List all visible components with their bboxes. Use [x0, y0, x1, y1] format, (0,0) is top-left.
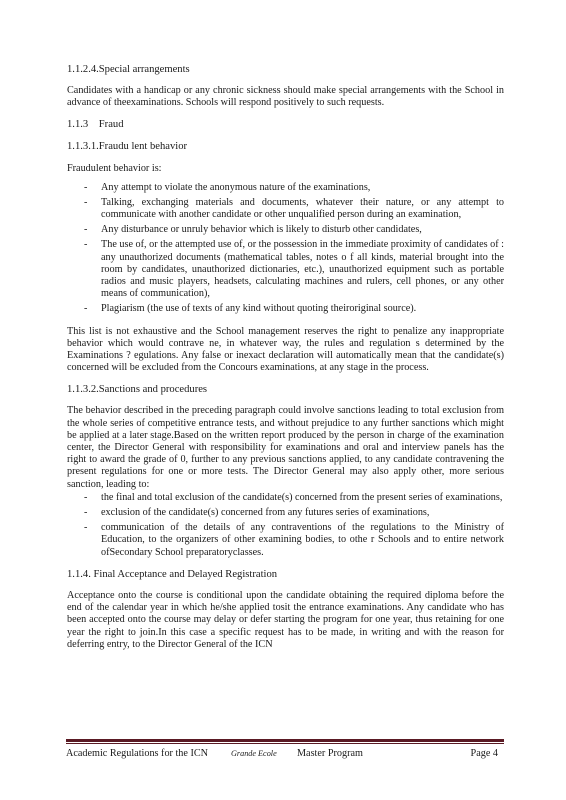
list-item: - The use of, or the attempted use of, or the possession in the immediate proximity of candidates of : any unauthorized documents (mathematical tables, notes o f all kinds, material brought into the room by candidates, unauthorized dictionaries, etc.), unauthorized equipment such as portable radios and music players, headsets, calculating machines and rulers, cell phones, or any other means of communication),	[67, 239, 504, 300]
special-arrangements-text: Candidates with a handicap or any chronic sickness should make special arrangements with the School in advance of theexaminations. Schools will respond positively to such requests.	[67, 85, 504, 109]
list-item: - Any disturbance or unruly behavior which is likely to disturb other candidates,	[67, 224, 504, 236]
page-content	[67, 64, 504, 651]
footer-row	[66, 746, 504, 762]
footer-grande-ecole: Grande Ecole	[231, 749, 277, 758]
list-item: - Plagiarism (the use of texts of any kind without quoting theiroriginal source).	[67, 303, 504, 315]
footer-rule-thin	[66, 743, 504, 744]
fraudulent-intro: Fraudulent behavior is:	[67, 163, 162, 175]
fraudulent-list	[67, 182, 504, 316]
acceptance-text: Acceptance onto the course is conditional upon the candidate obtaining the required diploma before the end of the calendar year in which he/she applied tosit the entrance examinations. Any candidate who has been accepted onto the course may delay or defer starting the program for one year, thus retaining for one year the right to join.In this case a specific request has to be made, in writing and with the reason for deferring entry, to the Director General of the ICN	[67, 589, 504, 650]
footer-title: Academic Regulations for the ICN	[66, 748, 209, 759]
heading-sanctions: 1.1.3.2.Sanctions and procedures	[67, 384, 208, 396]
footer-program: Master Program	[297, 748, 363, 759]
list-item: - Talking, exchanging materials and documents, whatever their nature, or any attempt to communicate with another candidate or other unqualified person during an examination,	[67, 197, 504, 221]
heading-fraud: 1.1.3 Fraud	[67, 119, 124, 131]
list-item: - Any attempt to violate the anonymous nature of the examinations,	[67, 182, 504, 194]
list-item: - exclusion of the candidate(s) concerned from any futures series of examinations,	[67, 507, 504, 519]
sanctions-text: The behavior described in the preceding paragraph could involve sanctions leading to total exclusion from the whole series of competitive entrance tests, and without prejudice to any further sanctions which might be applied at a later stage.Based on the written report produced by the person in charge of the examination center, the Director General with responsibility for examinations and oral and interview panels has the right to award the grade of 0, further to any previous sanctions applied, to any candidate contravening the present regulations for one or more tests. The Director General may also apply other, more serious sanction, leading to:	[67, 405, 504, 490]
heading-fraudulent-behavior: 1.1.3.1.Fraudu lent behavior	[67, 141, 188, 153]
list-item: - communication of the details of any contraventions of the regulations to the Ministry of Education, to the organizers of other examining bodies, to othe r Schools and to entire network ofSecondary School preparatoryclasses.	[67, 522, 504, 559]
page-footer	[66, 739, 504, 762]
page-number: Page 4	[470, 748, 498, 759]
list-item: - the final and total exclusion of the candidate(s) concerned from the present series of examinations,	[67, 492, 504, 504]
sanctions-list	[67, 492, 504, 559]
heading-special-arrangements: 1.1.2.4.Special arrangements	[67, 64, 190, 75]
fraudulent-closing: This list is not exhaustive and the School management reserves the right to penalize any inappropriate behavior which would contrave ne, in whatever way, the rules and regulation s determined by the Examinations ? egulations. Any false or inexact declaration will automatically mean that the candidate(s) concerned will be excluded from the Concours examinations, at any stage in the process.	[67, 325, 504, 374]
footer-rule	[66, 739, 504, 742]
heading-final-acceptance: 1.1.4. Final Acceptance and Delayed Registration	[67, 568, 278, 580]
